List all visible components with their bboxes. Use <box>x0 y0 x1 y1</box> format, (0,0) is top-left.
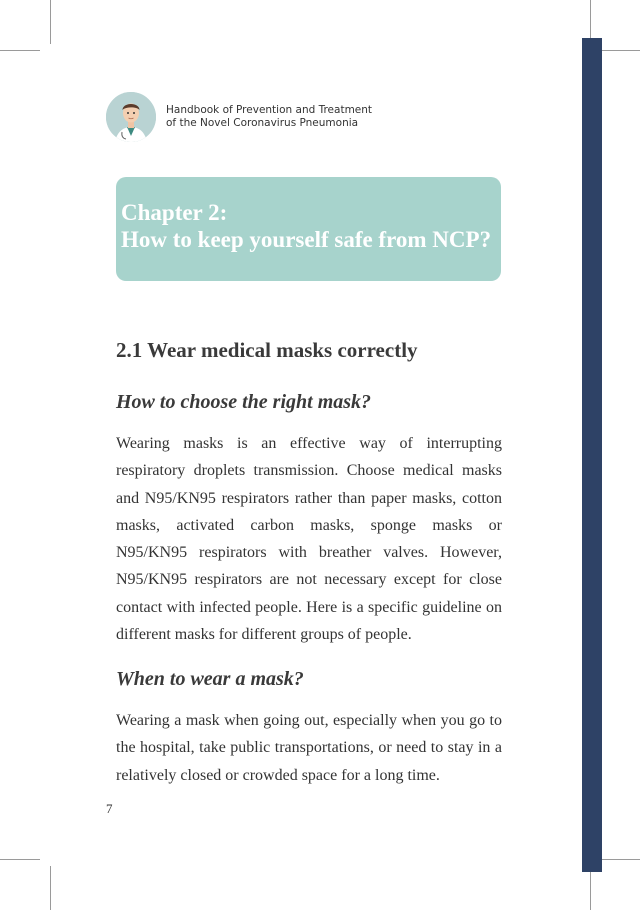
crop-mark <box>0 50 40 51</box>
paragraph-when-wear: Wearing a mask when going out, especially when you go to the hospital, take public transportations, or need to stay in a relatively closed or crowded space for a long time. <box>116 712 502 784</box>
header-text <box>166 104 372 130</box>
crop-mark <box>600 50 640 51</box>
header-line-1: Handbook of Prevention and Treatment <box>166 104 373 116</box>
chapter-number: Chapter 2: <box>121 200 228 225</box>
subsection-title-when-wear: When to wear a mask? <box>116 668 304 690</box>
chapter-title: How to keep yourself safe from NCP? <box>121 227 492 252</box>
crop-mark <box>590 866 591 910</box>
chapter-title-box <box>116 177 501 281</box>
crop-mark <box>50 866 51 910</box>
doctor-avatar-icon <box>106 92 156 142</box>
crop-mark <box>0 859 40 860</box>
header-line-2: of the Novel Coronavirus Pneumonia <box>166 117 359 129</box>
subsection-title-choose-mask: How to choose the right mask? <box>116 391 372 413</box>
page-number: 7 <box>106 801 113 816</box>
section-title: 2.1 Wear medical masks correctly <box>116 338 418 362</box>
crop-mark <box>50 0 51 44</box>
book-header <box>106 92 372 142</box>
paragraph-choose-mask: Wearing masks is an effective way of interrupting respiratory droplets transmission. Choose medical masks and N95/KN95 respirators rather than paper masks, cotton masks, activated carbon masks, sponge masks or N95/KN95 respirators with breather valves. However, N95/KN95 respirators are not necessary except for close contact with infected people. Here is a specific guideline on different masks for different groups of people. <box>116 435 502 644</box>
side-color-bar <box>582 38 602 872</box>
crop-mark <box>600 859 640 860</box>
